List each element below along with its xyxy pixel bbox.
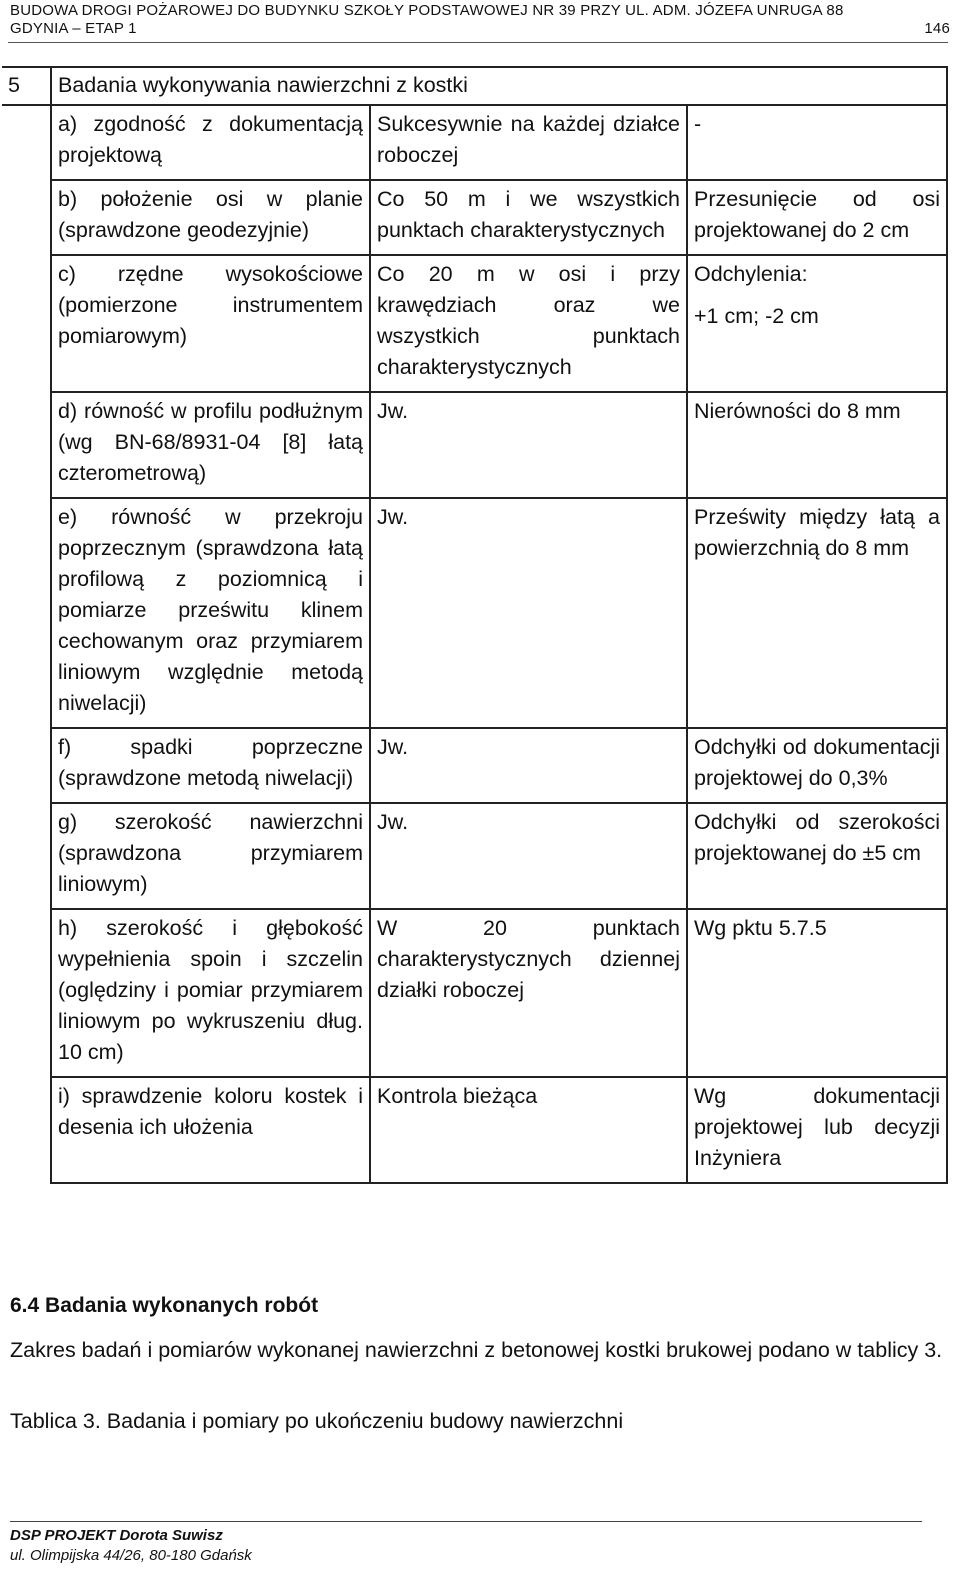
- table-cell-item: b) położenie osi w planie (sprawdzone geodezyjnie): [51, 180, 370, 255]
- table-cell-requirement: [687, 255, 947, 392]
- table-cell-frequency: W 20 punktach charakterystycznych dziennej działki roboczej: [370, 909, 687, 1077]
- section-paragraph: Zakres badań i pomiarów wykonanej nawierzchni z betonowej kostki brukowej podano w tablicy 3.: [10, 1338, 943, 1362]
- table-cell-requirement: Wg dokumentacji projektowej lub decyzji Inżyniera: [687, 1077, 947, 1183]
- table-cell-requirement: Wg pktu 5.7.5: [687, 909, 947, 1077]
- table-cell-item: c) rzędne wysokościowe (pomierzone instrumentem pomiarowym): [51, 255, 370, 392]
- footer-divider: [10, 1521, 922, 1522]
- inspection-table: [2, 66, 948, 1184]
- document-header-title: BUDOWA DROGI POŻAROWEJ DO BUDYNKU SZKOŁY PODSTAWOWEJ NR 39 PRZY UL. ADM. JÓZEFA UNRUGA 88: [10, 2, 844, 19]
- table-title-row: [2, 67, 947, 105]
- table-cell-requirement: Przesunięcie od osi projektowanej do 2 cm: [687, 180, 947, 255]
- table-row: [2, 1077, 947, 1183]
- table-cell-frequency: Jw.: [370, 803, 687, 909]
- table-cell-frequency: Co 50 m i we wszystkich punktach charakterystycznych: [370, 180, 687, 255]
- table-row: [2, 803, 947, 909]
- table-cell-requirement: Nierówności do 8 mm: [687, 392, 947, 498]
- table-cell-item: g) szerokość nawierzchni (sprawdzona przymiarem liniowym): [51, 803, 370, 909]
- section-heading: 6.4 Badania wykonanych robót: [10, 1294, 319, 1317]
- table-cell-item: e) równość w przekroju poprzecznym (sprawdzona łatą profilową z poziomnicą i pomiarze prześwitu klinem cechowanym oraz przymiarem liniowym względnie metodą niwelacji): [51, 498, 370, 728]
- header-stage: GDYNIA – ETAP 1: [10, 20, 137, 37]
- table-cell-frequency: Jw.: [370, 498, 687, 728]
- table-cell-frequency: Kontrola bieżąca: [370, 1077, 687, 1183]
- table-cell-requirement: -: [687, 105, 947, 180]
- document-header-subtitle: [10, 20, 950, 37]
- table-cell-frequency: Sukcesywnie na każdej działce roboczej: [370, 105, 687, 180]
- table-row: [2, 909, 947, 1077]
- footer-address: ul. Olimpijska 44/26, 80-180 Gdańsk: [10, 1547, 252, 1564]
- table-cell-requirement: Odchyłki od dokumentacji projektowej do 0,3%: [687, 728, 947, 803]
- table-row: [2, 105, 947, 180]
- footer-company: DSP PROJEKT Dorota Suwisz: [10, 1527, 223, 1544]
- table-cell-item: d) równość w profilu podłużnym (wg BN-68/8931-04 [8] łatą czterometrową): [51, 392, 370, 498]
- table-caption: Tablica 3. Badania i pomiary po ukończeniu budowy nawierzchni: [10, 1409, 624, 1433]
- table-row: [2, 392, 947, 498]
- requirement-value: +1 cm; -2 cm: [694, 304, 819, 328]
- table-cell-requirement: Prześwity między łatą a powierzchnią do 8 mm: [687, 498, 947, 728]
- table-cell-frequency: Jw.: [370, 392, 687, 498]
- table-cell-frequency: Co 20 m w osi i przy krawędziach oraz we wszystkich punktach charakterystycznych: [370, 255, 687, 392]
- table-title: Badania wykonywania nawierzchni z kostki: [51, 67, 947, 105]
- table-cell-item: f) spadki poprzeczne (sprawdzone metodą niwelacji): [51, 728, 370, 803]
- table-row: [2, 180, 947, 255]
- page-number: 146: [924, 20, 950, 37]
- table-row: [2, 728, 947, 803]
- table-row-number: 5: [2, 67, 51, 105]
- table-row: [2, 498, 947, 728]
- table-cell-item: h) szerokość i głębokość wypełnienia spoin i szczelin (oględziny i pomiar przymiarem liniowym po wykruszeniu dług. 10 cm): [51, 909, 370, 1077]
- table-cell-frequency: Jw.: [370, 728, 687, 803]
- table-row: [2, 255, 947, 392]
- table-cell-requirement: Odchyłki od szerokości projektowanej do ±5 cm: [687, 803, 947, 909]
- table-cell-item: a) zgodność z dokumentacją projektową: [51, 105, 370, 180]
- requirement-label: Odchylenia:: [694, 262, 808, 286]
- table-cell-item: i) sprawdzenie koloru kostek i desenia ich ułożenia: [51, 1077, 370, 1183]
- header-divider: [8, 42, 948, 43]
